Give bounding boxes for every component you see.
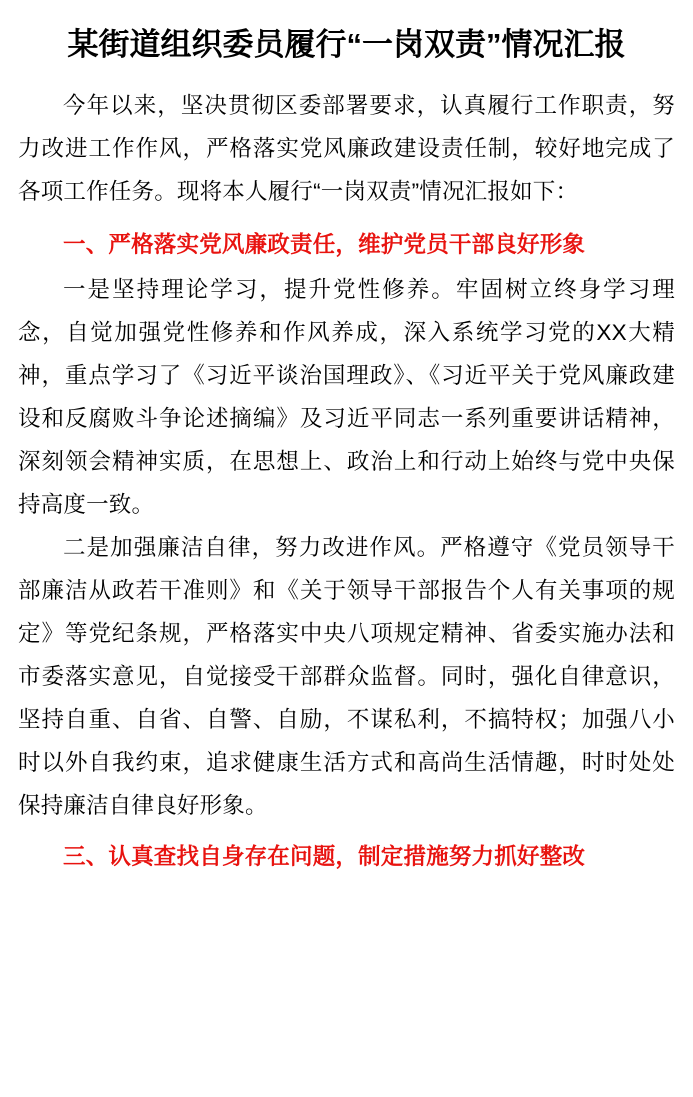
- paragraph-self-discipline: 二是加强廉洁自律，努力改进作风。严格遵守《党员领导干部廉洁从政若干准则》和《关于领导干部报告个人有关事项的规定》等党纪条规，严格落实中央八项规定精神、省委实施办法和市委落实意见，自觉接受干部群众监督。同时，强化自律意识，坚持自重、自省、自警、自励，不谋私利，不搞特权；加强八小时以外自我约束，追求健康生活方式和高尚生活情趣，时时处处保持廉洁自律良好形象。: [18, 535, 675, 818]
- spacer: [18, 213, 675, 217]
- section-heading-three: 三、认真查找自身存在问题，制定措施努力抓好整改: [63, 844, 586, 869]
- paragraph-intro: 今年以来，坚决贯彻区委部署要求，认真履行工作职责，努力改进工作作风，严格落实党风廉政建设责任制，较好地完成了各项工作任务。现将本人履行“一岗双责”情况汇报如下：: [18, 93, 675, 204]
- paragraph-theory-study: 一是坚持理论学习，提升党性修养。牢固树立终身学习理念，自觉加强党性修养和作风养成，深入系统学习党的XX大精神，重点学习了《习近平谈治国理政》、《习近平关于党风廉政建设和反腐败斗争论述摘编》及习近平同志一系列重要讲话精神，深刻领会精神实质，在思想上、政治上和行动上始终与党中央保持高度一致。: [18, 277, 675, 517]
- section-heading-one: 一、严格落实党风廉政责任，维护党员干部良好形象: [63, 232, 586, 257]
- page-title: 某街道组织委员履行“一岗双责”情况汇报: [67, 27, 626, 62]
